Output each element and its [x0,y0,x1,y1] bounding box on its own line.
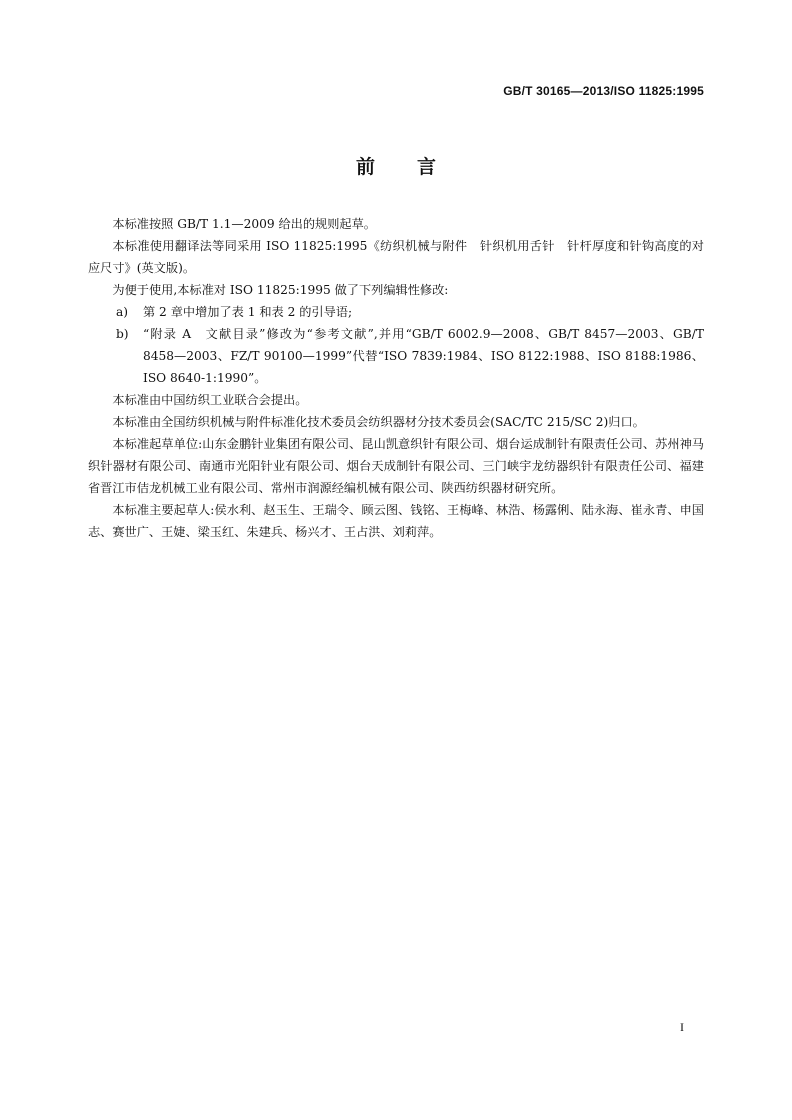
paragraph-adoption: 本标准使用翻译法等同采用 ISO 11825:1995《纺织机械与附件 针织机用舌针 针杆厚度和针钩高度的对应尺寸》(英文版)。 [88,239,704,275]
page-number: I [680,1020,684,1034]
title-char-1: 前 [355,156,375,178]
title-char-2: 言 [417,156,437,178]
paragraph-drafting-rules: 本标准按照 GB/T 1.1—2009 给出的规则起草。 [112,217,376,231]
paragraph-proposed-by: 本标准由中国纺织工业联合会提出。 [112,393,308,407]
page-title [0,152,792,179]
paragraph-modifications-intro: 为便于使用,本标准对 ISO 11825:1995 做了下列编辑性修改: [112,283,449,297]
paragraph-drafters: 本标准主要起草人:侯水利、赵玉生、王瑞令、顾云图、钱铭、王梅峰、林浩、杨露俐、陆永海、崔永青、申国志、赛世广、王婕、梁玉红、朱建兵、杨兴才、王占洪、刘莉萍。 [88,503,704,539]
list-marker-a: a) [116,305,129,319]
list-text-b: “附录 A 文献目录”修改为“参考文献”,并用“GB/T 6002.9—2008、GB/T 8457—2003、GB/T 8458—2003、FZ/T 90100—1999”代替“ISO 7839:1984、ISO 8122:1988、ISO 8188:1986、ISO 8640-1:1990”。 [143,327,704,385]
list-marker-b: b) [116,327,129,341]
paragraph-administered-by: 本标准由全国纺织机械与附件标准化技术委员会纺织器材分技术委员会(SAC/TC 215/SC 2)归口。 [112,415,645,429]
list-text-a: 第 2 章中增加了表 1 和表 2 的引导语; [143,305,353,319]
list-item-a [88,301,704,323]
document-code: GB/T 30165—2013/ISO 11825:1995 [503,84,704,98]
paragraph-drafting-units: 本标准起草单位:山东金鹏针业集团有限公司、昆山凯意织针有限公司、烟台运成制针有限责任公司、苏州神马织针器材有限公司、南通市光阳针业有限公司、烟台天成制针有限公司、三门峡宇龙纺器织针有限责任公司、福建省晋江市佶龙机械工业有限公司、常州市润源经编机械有限公司、陕西纺织器材研究所。 [88,437,704,495]
foreword-body [88,213,704,543]
list-item-b [88,323,704,389]
